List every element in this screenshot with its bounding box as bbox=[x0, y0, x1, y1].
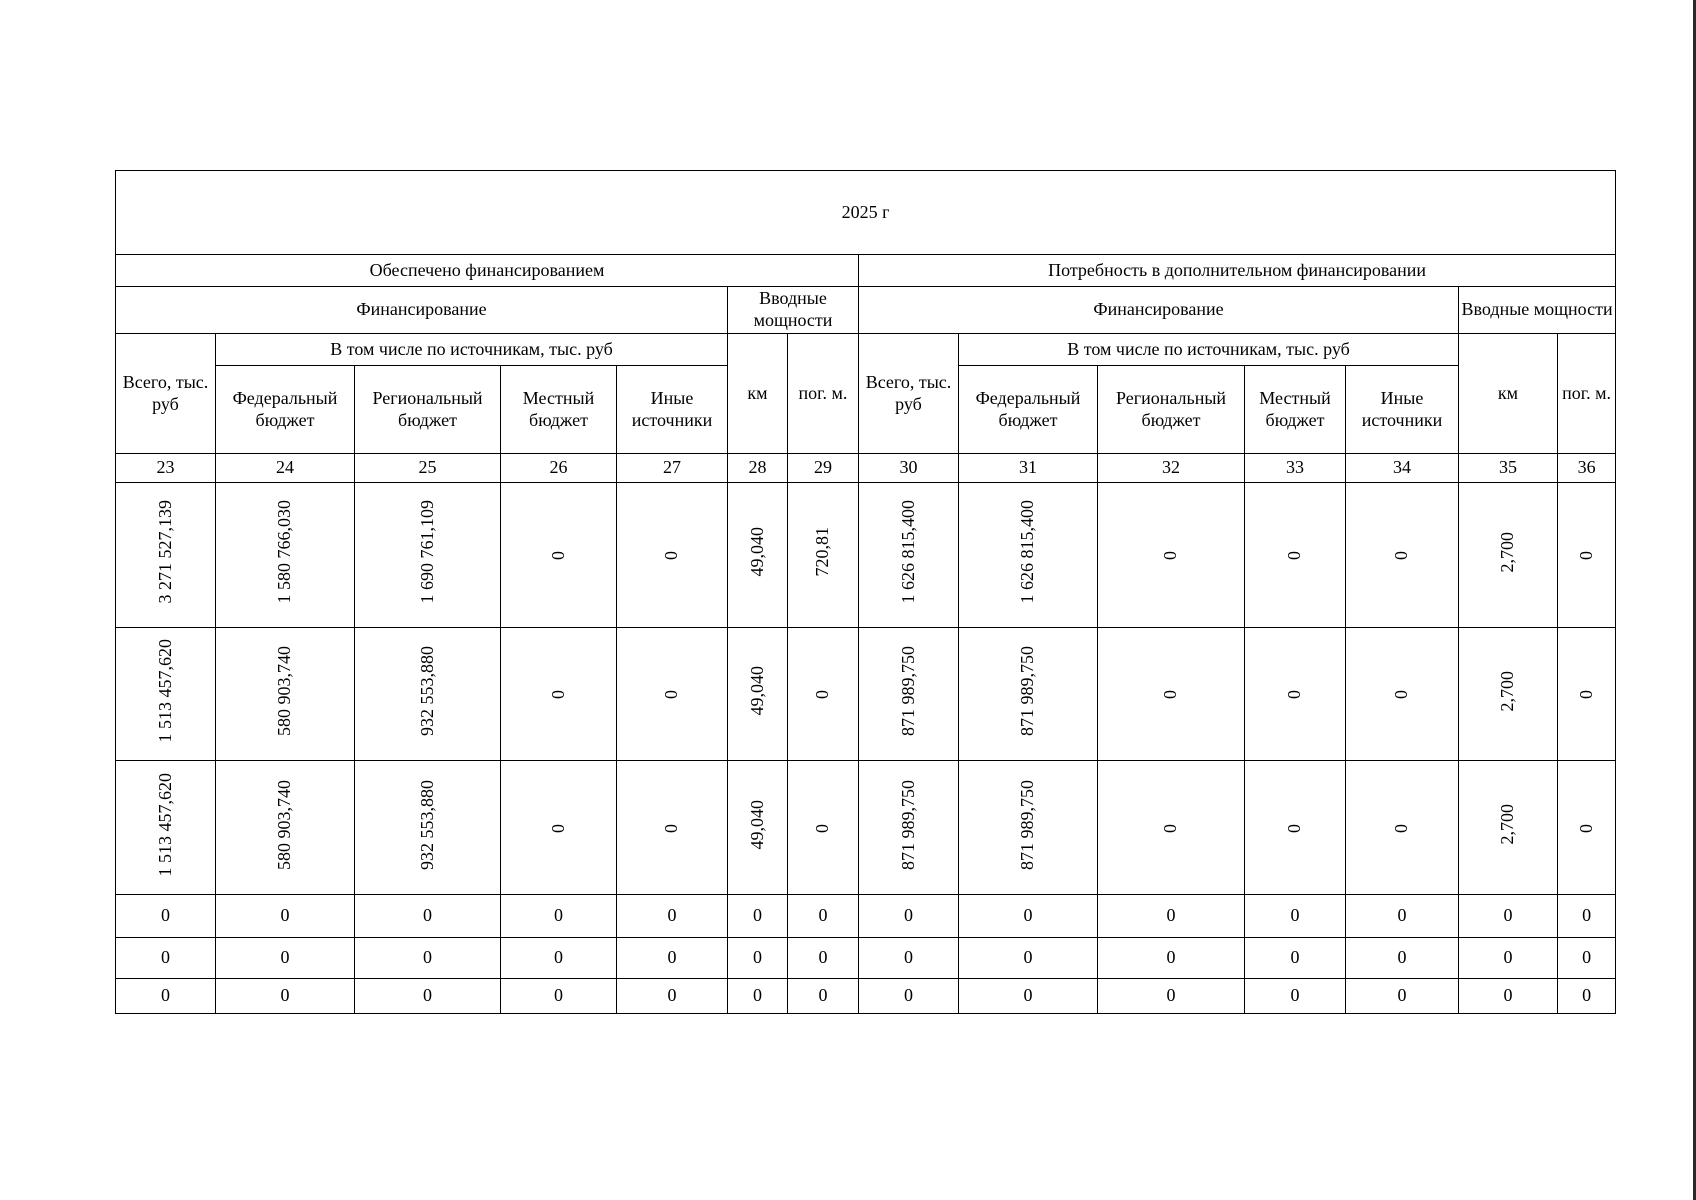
table-cell: 0 bbox=[788, 938, 859, 979]
table-cell bbox=[1346, 483, 1459, 628]
column-numbers-row bbox=[116, 454, 1616, 483]
table-cell bbox=[1346, 628, 1459, 761]
cell-value: 49,040 bbox=[746, 799, 767, 850]
table-cell: 0 bbox=[116, 895, 216, 938]
table-cell: 0 bbox=[1459, 895, 1558, 938]
table-cell bbox=[859, 761, 959, 895]
regional-budget-header: Региональный бюджет bbox=[355, 366, 501, 454]
table-cell bbox=[1245, 628, 1346, 761]
table-cell: 0 bbox=[1459, 979, 1558, 1014]
table-cell bbox=[959, 761, 1098, 895]
table-cell: 0 bbox=[1098, 979, 1245, 1014]
header-row-sections bbox=[116, 255, 1616, 287]
cell-value: 1 580 766,030 bbox=[274, 500, 295, 604]
column-number: 36 bbox=[1558, 454, 1616, 483]
column-number: 31 bbox=[959, 454, 1098, 483]
table-cell bbox=[728, 628, 788, 761]
table-cell bbox=[216, 628, 355, 761]
column-number: 32 bbox=[1098, 454, 1245, 483]
federal-budget-header: Федеральный бюджет bbox=[959, 366, 1098, 454]
cell-value: 0 bbox=[547, 823, 568, 833]
table-cell: 0 bbox=[1098, 938, 1245, 979]
table-cell: 0 bbox=[859, 979, 959, 1014]
cell-value: 2,700 bbox=[1497, 531, 1518, 573]
table-cell bbox=[1459, 761, 1558, 895]
column-number: 24 bbox=[216, 454, 355, 483]
table-cell: 0 bbox=[1459, 938, 1558, 979]
table-row bbox=[116, 979, 1616, 1014]
table-cell: 0 bbox=[859, 895, 959, 938]
cell-value: 1 513 457,620 bbox=[154, 772, 175, 877]
cell-value: 3 271 527,139 bbox=[154, 500, 175, 604]
cell-value: 720,81 bbox=[812, 527, 833, 577]
regional-budget-header: Региональный бюджет bbox=[1098, 366, 1245, 454]
column-number: 29 bbox=[788, 454, 859, 483]
cell-value: 1 513 457,620 bbox=[154, 639, 175, 743]
cell-value: 2,700 bbox=[1497, 670, 1518, 712]
table-cell: 0 bbox=[788, 895, 859, 938]
table-cell bbox=[617, 483, 728, 628]
table-cell: 0 bbox=[1346, 895, 1459, 938]
unit-km-header: км bbox=[728, 334, 788, 454]
table-cell bbox=[788, 628, 859, 761]
cell-value: 0 bbox=[1391, 823, 1412, 833]
table-cell bbox=[355, 483, 501, 628]
table-cell bbox=[1558, 761, 1616, 895]
cell-value: 871 989,750 bbox=[897, 779, 918, 870]
sources-header: В том числе по источникам, тыс. руб bbox=[959, 334, 1459, 366]
table-cell: 0 bbox=[501, 979, 617, 1014]
cell-value: 0 bbox=[661, 823, 682, 833]
table-cell: 0 bbox=[1346, 938, 1459, 979]
column-number: 26 bbox=[501, 454, 617, 483]
table-cell: 0 bbox=[216, 895, 355, 938]
table-cell bbox=[1098, 483, 1245, 628]
financing-header: Финансирование bbox=[859, 287, 1459, 334]
column-number: 23 bbox=[116, 454, 216, 483]
table-row bbox=[116, 895, 1616, 938]
table-cell bbox=[216, 761, 355, 895]
table-cell: 0 bbox=[859, 938, 959, 979]
cell-value: 0 bbox=[1391, 551, 1412, 561]
cell-value: 0 bbox=[1160, 690, 1181, 700]
table-cell: 0 bbox=[1346, 979, 1459, 1014]
cell-value: 0 bbox=[1160, 551, 1181, 561]
financing-header: Финансирование bbox=[116, 287, 728, 334]
cell-value: 49,040 bbox=[746, 527, 767, 577]
cell-value: 0 bbox=[661, 551, 682, 561]
cell-value: 932 553,880 bbox=[416, 646, 437, 737]
cell-value: 871 989,750 bbox=[1017, 646, 1038, 737]
table-cell bbox=[617, 628, 728, 761]
table-cell bbox=[216, 483, 355, 628]
table-cell bbox=[116, 628, 216, 761]
table-cell: 0 bbox=[1245, 895, 1346, 938]
table-cell: 0 bbox=[728, 938, 788, 979]
capacity-header: Вводные мощности bbox=[1459, 287, 1616, 334]
column-number: 28 bbox=[728, 454, 788, 483]
cell-value: 0 bbox=[1284, 551, 1305, 561]
table-cell: 0 bbox=[116, 938, 216, 979]
cell-value: 1 626 815,400 bbox=[1017, 500, 1038, 604]
section-additional-header: Потребность в дополнительном финансировании bbox=[859, 255, 1616, 287]
table-row bbox=[116, 483, 1616, 628]
table-cell bbox=[788, 761, 859, 895]
table-cell bbox=[1245, 483, 1346, 628]
table-cell: 0 bbox=[355, 938, 501, 979]
table-cell bbox=[959, 628, 1098, 761]
cell-value: 0 bbox=[1284, 823, 1305, 833]
cell-value: 1 626 815,400 bbox=[897, 500, 918, 604]
table-cell: 0 bbox=[501, 895, 617, 938]
table-cell bbox=[355, 628, 501, 761]
column-number: 34 bbox=[1346, 454, 1459, 483]
sources-header: В том числе по источникам, тыс. руб bbox=[216, 334, 728, 366]
local-budget-header: Местный бюджет bbox=[1245, 366, 1346, 454]
financing-table bbox=[115, 170, 1616, 1014]
table-cell: 0 bbox=[959, 979, 1098, 1014]
column-number: 27 bbox=[617, 454, 728, 483]
header-row-financing bbox=[116, 287, 1616, 334]
cell-value: 0 bbox=[1284, 690, 1305, 700]
cell-value: 2,700 bbox=[1497, 804, 1518, 845]
cell-value: 932 553,880 bbox=[416, 779, 437, 870]
table-cell: 0 bbox=[355, 979, 501, 1014]
cell-value: 0 bbox=[812, 823, 833, 833]
table-cell: 0 bbox=[728, 895, 788, 938]
table-row bbox=[116, 761, 1616, 895]
table-cell: 0 bbox=[216, 938, 355, 979]
header-row-sources bbox=[116, 334, 1616, 366]
table-cell bbox=[859, 483, 959, 628]
cell-value: 580 903,740 bbox=[274, 779, 295, 870]
table-cell: 0 bbox=[959, 938, 1098, 979]
cell-value: 0 bbox=[547, 690, 568, 700]
table-cell: 0 bbox=[501, 938, 617, 979]
table-cell bbox=[959, 483, 1098, 628]
table-cell bbox=[617, 761, 728, 895]
section-funded-header: Обеспечено финансированием bbox=[116, 255, 859, 287]
table-cell: 0 bbox=[617, 938, 728, 979]
cell-value: 0 bbox=[812, 690, 833, 700]
unit-pog-header: пог. м. bbox=[1558, 334, 1616, 454]
capacity-header: Вводные мощности bbox=[728, 287, 859, 334]
other-sources-header: Иные источники bbox=[617, 366, 728, 454]
table-row bbox=[116, 938, 1616, 979]
cell-value: 0 bbox=[1391, 690, 1412, 700]
table-cell: 0 bbox=[1098, 895, 1245, 938]
cell-value: 49,040 bbox=[746, 666, 767, 716]
column-number: 25 bbox=[355, 454, 501, 483]
table-cell: 0 bbox=[1558, 895, 1616, 938]
table-cell: 0 bbox=[1245, 938, 1346, 979]
table-cell: 0 bbox=[617, 979, 728, 1014]
cell-value: 0 bbox=[1160, 823, 1181, 833]
table-cell: 0 bbox=[216, 979, 355, 1014]
table-cell bbox=[355, 761, 501, 895]
cell-value: 0 bbox=[547, 551, 568, 561]
table-cell bbox=[1459, 628, 1558, 761]
table-cell bbox=[788, 483, 859, 628]
table-cell bbox=[1558, 483, 1616, 628]
table-cell: 0 bbox=[116, 979, 216, 1014]
table-cell bbox=[728, 761, 788, 895]
table-cell bbox=[1098, 628, 1245, 761]
table-cell bbox=[116, 483, 216, 628]
cell-value: 0 bbox=[1575, 551, 1596, 561]
table-cell bbox=[501, 483, 617, 628]
cell-value: 580 903,740 bbox=[274, 646, 295, 737]
table-cell bbox=[1346, 761, 1459, 895]
other-sources-header: Иные источники bbox=[1346, 366, 1459, 454]
table-cell bbox=[1098, 761, 1245, 895]
table-cell: 0 bbox=[1558, 979, 1616, 1014]
local-budget-header: Местный бюджет bbox=[501, 366, 617, 454]
table-cell: 0 bbox=[788, 979, 859, 1014]
total-header: Всего, тыс. руб bbox=[859, 334, 959, 454]
unit-km-header: км bbox=[1459, 334, 1558, 454]
cell-value: 0 bbox=[1575, 690, 1596, 700]
total-header: Всего, тыс. руб bbox=[116, 334, 216, 454]
unit-pog-header: пог. м. bbox=[788, 334, 859, 454]
table-cell bbox=[728, 483, 788, 628]
cell-value: 0 bbox=[1575, 823, 1596, 833]
column-number: 35 bbox=[1459, 454, 1558, 483]
table-cell: 0 bbox=[355, 895, 501, 938]
header-row-year bbox=[116, 171, 1616, 255]
table-cell: 0 bbox=[617, 895, 728, 938]
table-cell bbox=[859, 628, 959, 761]
table-cell bbox=[1245, 761, 1346, 895]
column-number: 33 bbox=[1245, 454, 1346, 483]
table-cell: 0 bbox=[959, 895, 1098, 938]
table-cell: 0 bbox=[1245, 979, 1346, 1014]
cell-value: 0 bbox=[661, 690, 682, 700]
table-cell bbox=[501, 628, 617, 761]
table-cell bbox=[501, 761, 617, 895]
federal-budget-header: Федеральный бюджет bbox=[216, 366, 355, 454]
table-cell bbox=[1459, 483, 1558, 628]
table-cell bbox=[1558, 628, 1616, 761]
table-row bbox=[116, 628, 1616, 761]
column-number: 30 bbox=[859, 454, 959, 483]
table-cell bbox=[116, 761, 216, 895]
year-header: 2025 г bbox=[116, 171, 1616, 255]
cell-value: 871 989,750 bbox=[897, 646, 918, 737]
cell-value: 1 690 761,109 bbox=[416, 500, 437, 604]
cell-value: 871 989,750 bbox=[1017, 779, 1038, 870]
table-cell: 0 bbox=[1558, 938, 1616, 979]
table-cell: 0 bbox=[728, 979, 788, 1014]
